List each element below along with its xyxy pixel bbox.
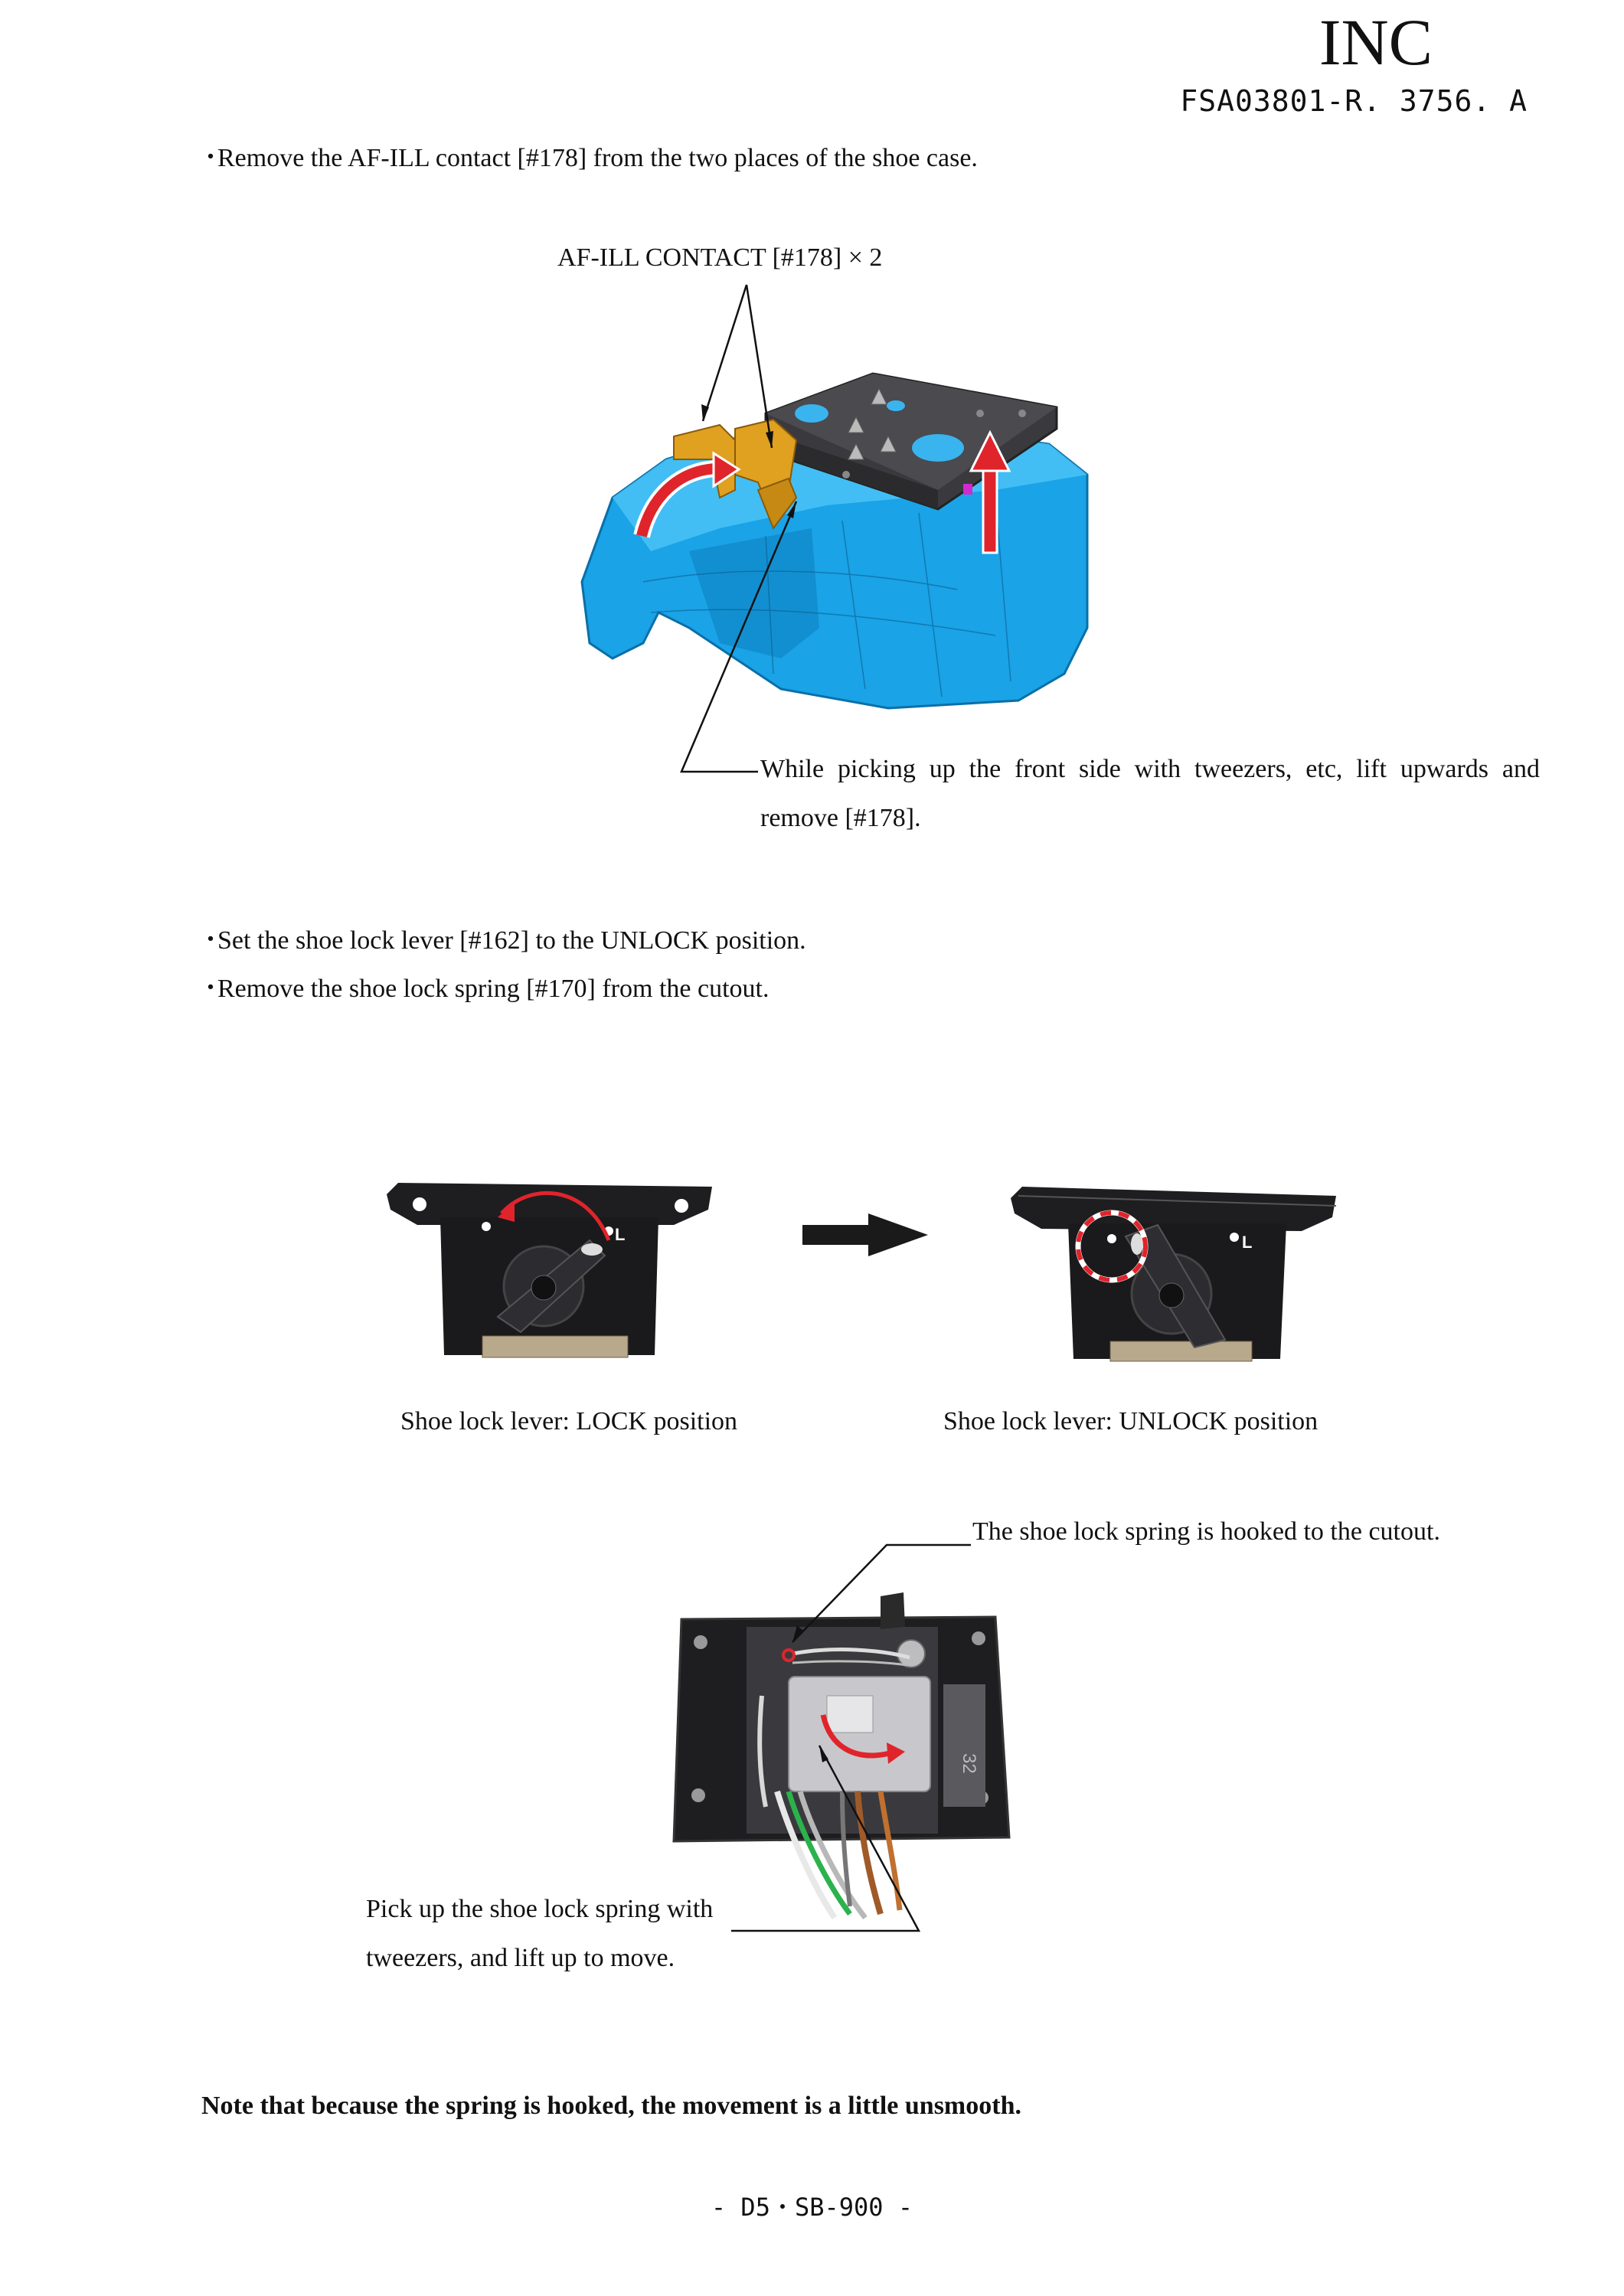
bullet: ・ bbox=[198, 926, 224, 955]
bullet: ・ bbox=[198, 144, 224, 172]
callout-line-1: While picking up the front side with tweezers, etc, lift upwards and bbox=[760, 755, 1540, 783]
pickup-line-1: Pick up the shoe lock spring with bbox=[366, 1895, 714, 1923]
callout-line-2: remove [#178]. bbox=[760, 804, 921, 832]
callout-spring-hooked: The shoe lock spring is hooked to the cutout. bbox=[972, 1517, 1440, 1546]
step-text: Remove the AF-ILL contact [#178] from the two places of the shoe case. bbox=[217, 144, 978, 172]
figure-label-af-ill-contact: AF-ILL CONTACT [#178] × 2 bbox=[557, 243, 883, 272]
caption-lock-position: Shoe lock lever: LOCK position bbox=[400, 1407, 738, 1435]
svg-text:32: 32 bbox=[959, 1753, 979, 1774]
step-text: Set the shoe lock lever [#162] to the UNLOCK position. bbox=[217, 926, 806, 955]
page-footer: - D5・SB-900 - bbox=[711, 2193, 913, 2222]
lever-unlock-photo bbox=[1011, 1187, 1336, 1361]
caption-unlock-position: Shoe lock lever: UNLOCK position bbox=[943, 1407, 1318, 1435]
dial-mark-l: L bbox=[1242, 1233, 1253, 1252]
bullet: ・ bbox=[198, 975, 224, 1003]
dial-mark-l: L bbox=[615, 1225, 626, 1244]
document-code: FSA03801-R. 3756. A bbox=[1180, 84, 1528, 118]
pickup-line-2: tweezers, and lift up to move. bbox=[366, 1944, 675, 1972]
transition-arrow bbox=[868, 1213, 928, 1256]
shoe-lock-spring-photo bbox=[674, 1592, 1009, 1918]
note-unsmooth-movement: Note that because the spring is hooked, the movement is a little unsmooth. bbox=[201, 2092, 1021, 2120]
callout-pickup-spring bbox=[366, 1885, 713, 1983]
step-text: Remove the shoe lock spring [#170] from the cutout. bbox=[217, 975, 770, 1003]
header-title: INC bbox=[1318, 5, 1433, 79]
lever-lock-photo bbox=[387, 1183, 712, 1357]
